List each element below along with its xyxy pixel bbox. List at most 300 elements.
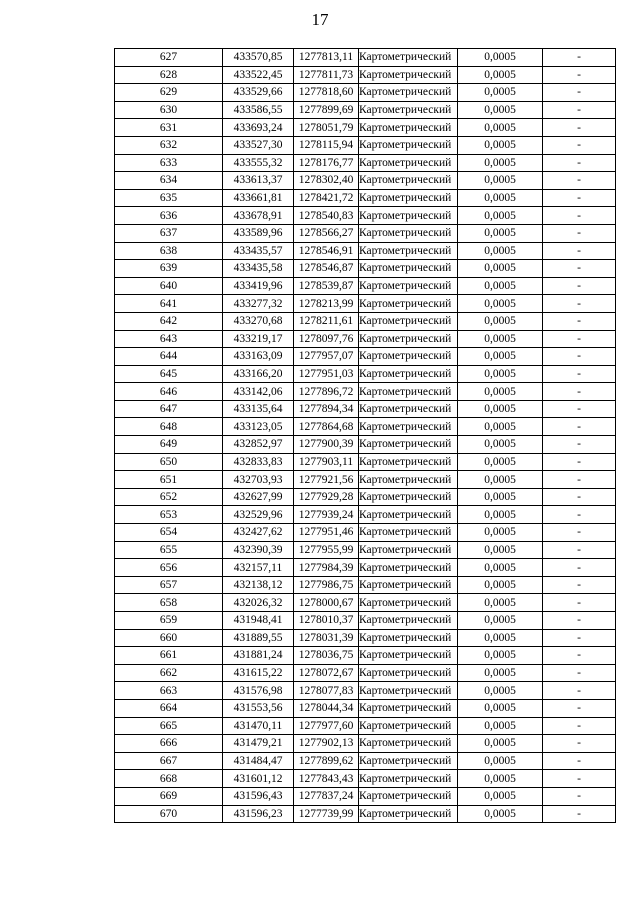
method-cell: Картометрический	[359, 436, 458, 454]
note-cell: -	[543, 330, 616, 348]
table-row	[115, 717, 616, 735]
table-row	[115, 752, 616, 770]
error-cell: 0,0005	[458, 699, 543, 717]
y-coordinate-cell: 1278010,37	[294, 612, 359, 630]
note-cell: -	[543, 242, 616, 260]
y-coordinate-cell: 1277986,75	[294, 576, 359, 594]
x-coordinate-cell: 431596,23	[223, 805, 294, 823]
table-row	[115, 629, 616, 647]
x-coordinate-cell: 433661,81	[223, 189, 294, 207]
note-cell: -	[543, 260, 616, 278]
point-number-cell: 663	[115, 682, 223, 700]
point-number-cell: 649	[115, 436, 223, 454]
x-coordinate-cell: 432157,11	[223, 559, 294, 577]
point-number-cell: 657	[115, 576, 223, 594]
point-number-cell: 645	[115, 365, 223, 383]
table-row	[115, 471, 616, 489]
x-coordinate-cell: 433555,32	[223, 154, 294, 172]
error-cell: 0,0005	[458, 348, 543, 366]
error-cell: 0,0005	[458, 787, 543, 805]
point-number-cell: 653	[115, 506, 223, 524]
coordinates-table	[114, 48, 616, 823]
error-cell: 0,0005	[458, 629, 543, 647]
point-number-cell: 648	[115, 418, 223, 436]
y-coordinate-cell: 1277899,69	[294, 101, 359, 119]
y-coordinate-cell: 1278421,72	[294, 189, 359, 207]
table-row	[115, 453, 616, 471]
y-coordinate-cell: 1278302,40	[294, 172, 359, 190]
note-cell: -	[543, 224, 616, 242]
error-cell: 0,0005	[458, 752, 543, 770]
x-coordinate-cell: 431470,11	[223, 717, 294, 735]
note-cell: -	[543, 682, 616, 700]
x-coordinate-cell: 433678,91	[223, 207, 294, 225]
error-cell: 0,0005	[458, 66, 543, 84]
x-coordinate-cell: 433693,24	[223, 119, 294, 137]
x-coordinate-cell: 432703,93	[223, 471, 294, 489]
error-cell: 0,0005	[458, 594, 543, 612]
method-cell: Картометрический	[359, 66, 458, 84]
method-cell: Картометрический	[359, 629, 458, 647]
error-cell: 0,0005	[458, 524, 543, 542]
x-coordinate-cell: 431889,55	[223, 629, 294, 647]
y-coordinate-cell: 1278115,94	[294, 136, 359, 154]
point-number-cell: 658	[115, 594, 223, 612]
table-row	[115, 787, 616, 805]
note-cell: -	[543, 418, 616, 436]
x-coordinate-cell: 431484,47	[223, 752, 294, 770]
table-row	[115, 664, 616, 682]
method-cell: Картометрический	[359, 752, 458, 770]
error-cell: 0,0005	[458, 49, 543, 67]
method-cell: Картометрический	[359, 383, 458, 401]
x-coordinate-cell: 433435,57	[223, 242, 294, 260]
note-cell: -	[543, 629, 616, 647]
error-cell: 0,0005	[458, 330, 543, 348]
table-row	[115, 418, 616, 436]
error-cell: 0,0005	[458, 647, 543, 665]
y-coordinate-cell: 1277837,24	[294, 787, 359, 805]
x-coordinate-cell: 431881,24	[223, 647, 294, 665]
point-number-cell: 651	[115, 471, 223, 489]
table-row	[115, 136, 616, 154]
y-coordinate-cell: 1278044,34	[294, 699, 359, 717]
method-cell: Картометрический	[359, 787, 458, 805]
table-row	[115, 400, 616, 418]
error-cell: 0,0005	[458, 805, 543, 823]
x-coordinate-cell: 431948,41	[223, 612, 294, 630]
note-cell: -	[543, 383, 616, 401]
point-number-cell: 662	[115, 664, 223, 682]
table-row	[115, 805, 616, 823]
error-cell: 0,0005	[458, 277, 543, 295]
note-cell: -	[543, 594, 616, 612]
method-cell: Картометрический	[359, 312, 458, 330]
x-coordinate-cell: 432833,83	[223, 453, 294, 471]
error-cell: 0,0005	[458, 682, 543, 700]
x-coordinate-cell: 433123,05	[223, 418, 294, 436]
method-cell: Картометрический	[359, 576, 458, 594]
method-cell: Картометрический	[359, 735, 458, 753]
y-coordinate-cell: 1278546,87	[294, 260, 359, 278]
x-coordinate-cell: 432427,62	[223, 524, 294, 542]
point-number-cell: 647	[115, 400, 223, 418]
point-number-cell: 641	[115, 295, 223, 313]
y-coordinate-cell: 1277864,68	[294, 418, 359, 436]
method-cell: Картометрический	[359, 559, 458, 577]
table-row	[115, 207, 616, 225]
x-coordinate-cell: 433419,96	[223, 277, 294, 295]
coordinates-table-body	[115, 49, 616, 823]
y-coordinate-cell: 1277984,39	[294, 559, 359, 577]
table-row	[115, 735, 616, 753]
x-coordinate-cell: 433529,66	[223, 84, 294, 102]
note-cell: -	[543, 295, 616, 313]
point-number-cell: 630	[115, 101, 223, 119]
note-cell: -	[543, 664, 616, 682]
error-cell: 0,0005	[458, 664, 543, 682]
note-cell: -	[543, 154, 616, 172]
error-cell: 0,0005	[458, 154, 543, 172]
x-coordinate-cell: 433522,45	[223, 66, 294, 84]
point-number-cell: 667	[115, 752, 223, 770]
method-cell: Картометрический	[359, 488, 458, 506]
error-cell: 0,0005	[458, 172, 543, 190]
page-number: 17	[311, 10, 329, 29]
x-coordinate-cell: 432627,99	[223, 488, 294, 506]
note-cell: -	[543, 506, 616, 524]
y-coordinate-cell: 1278540,83	[294, 207, 359, 225]
point-number-cell: 646	[115, 383, 223, 401]
error-cell: 0,0005	[458, 506, 543, 524]
note-cell: -	[543, 752, 616, 770]
point-number-cell: 636	[115, 207, 223, 225]
x-coordinate-cell: 433270,68	[223, 312, 294, 330]
error-cell: 0,0005	[458, 717, 543, 735]
x-coordinate-cell: 433613,37	[223, 172, 294, 190]
method-cell: Картометрический	[359, 119, 458, 137]
note-cell: -	[543, 84, 616, 102]
error-cell: 0,0005	[458, 119, 543, 137]
x-coordinate-cell: 433586,55	[223, 101, 294, 119]
x-coordinate-cell: 431601,12	[223, 770, 294, 788]
y-coordinate-cell: 1278077,83	[294, 682, 359, 700]
x-coordinate-cell: 433135,64	[223, 400, 294, 418]
table-row	[115, 541, 616, 559]
table-row	[115, 612, 616, 630]
x-coordinate-cell: 433589,96	[223, 224, 294, 242]
error-cell: 0,0005	[458, 365, 543, 383]
note-cell: -	[543, 119, 616, 137]
method-cell: Картометрический	[359, 506, 458, 524]
note-cell: -	[543, 488, 616, 506]
method-cell: Картометрический	[359, 295, 458, 313]
point-number-cell: 670	[115, 805, 223, 823]
note-cell: -	[543, 189, 616, 207]
table-row	[115, 506, 616, 524]
error-cell: 0,0005	[458, 224, 543, 242]
note-cell: -	[543, 524, 616, 542]
point-number-cell: 656	[115, 559, 223, 577]
point-number-cell: 633	[115, 154, 223, 172]
note-cell: -	[543, 348, 616, 366]
point-number-cell: 659	[115, 612, 223, 630]
y-coordinate-cell: 1277929,28	[294, 488, 359, 506]
y-coordinate-cell: 1278213,99	[294, 295, 359, 313]
y-coordinate-cell: 1277902,13	[294, 735, 359, 753]
error-cell: 0,0005	[458, 383, 543, 401]
note-cell: -	[543, 453, 616, 471]
y-coordinate-cell: 1278097,76	[294, 330, 359, 348]
x-coordinate-cell: 432026,32	[223, 594, 294, 612]
x-coordinate-cell: 433570,85	[223, 49, 294, 67]
table-row	[115, 295, 616, 313]
method-cell: Картометрический	[359, 330, 458, 348]
x-coordinate-cell: 433163,09	[223, 348, 294, 366]
note-cell: -	[543, 136, 616, 154]
error-cell: 0,0005	[458, 612, 543, 630]
error-cell: 0,0005	[458, 84, 543, 102]
y-coordinate-cell: 1278051,79	[294, 119, 359, 137]
method-cell: Картометрический	[359, 49, 458, 67]
table-row	[115, 699, 616, 717]
note-cell: -	[543, 770, 616, 788]
table-row	[115, 260, 616, 278]
table-row	[115, 559, 616, 577]
point-number-cell: 629	[115, 84, 223, 102]
method-cell: Картометрический	[359, 541, 458, 559]
method-cell: Картометрический	[359, 770, 458, 788]
y-coordinate-cell: 1277900,39	[294, 436, 359, 454]
y-coordinate-cell: 1278211,61	[294, 312, 359, 330]
method-cell: Картометрический	[359, 189, 458, 207]
method-cell: Картометрический	[359, 524, 458, 542]
point-number-cell: 650	[115, 453, 223, 471]
y-coordinate-cell: 1278036,75	[294, 647, 359, 665]
error-cell: 0,0005	[458, 576, 543, 594]
note-cell: -	[543, 101, 616, 119]
error-cell: 0,0005	[458, 418, 543, 436]
x-coordinate-cell: 432138,12	[223, 576, 294, 594]
table-row	[115, 488, 616, 506]
x-coordinate-cell: 433435,58	[223, 260, 294, 278]
table-row	[115, 383, 616, 401]
method-cell: Картометрический	[359, 277, 458, 295]
table-row	[115, 365, 616, 383]
point-number-cell: 652	[115, 488, 223, 506]
point-number-cell: 634	[115, 172, 223, 190]
note-cell: -	[543, 559, 616, 577]
note-cell: -	[543, 541, 616, 559]
method-cell: Картометрический	[359, 699, 458, 717]
point-number-cell: 637	[115, 224, 223, 242]
table-row	[115, 348, 616, 366]
note-cell: -	[543, 576, 616, 594]
point-number-cell: 643	[115, 330, 223, 348]
method-cell: Картометрический	[359, 612, 458, 630]
y-coordinate-cell: 1277896,72	[294, 383, 359, 401]
method-cell: Картометрический	[359, 207, 458, 225]
y-coordinate-cell: 1277955,99	[294, 541, 359, 559]
table-row	[115, 119, 616, 137]
x-coordinate-cell: 433142,06	[223, 383, 294, 401]
table-row	[115, 224, 616, 242]
point-number-cell: 644	[115, 348, 223, 366]
error-cell: 0,0005	[458, 471, 543, 489]
point-number-cell: 627	[115, 49, 223, 67]
table-row	[115, 312, 616, 330]
table-row	[115, 524, 616, 542]
y-coordinate-cell: 1277899,62	[294, 752, 359, 770]
error-cell: 0,0005	[458, 207, 543, 225]
note-cell: -	[543, 647, 616, 665]
note-cell: -	[543, 207, 616, 225]
point-number-cell: 638	[115, 242, 223, 260]
point-number-cell: 660	[115, 629, 223, 647]
error-cell: 0,0005	[458, 260, 543, 278]
x-coordinate-cell: 431553,56	[223, 699, 294, 717]
method-cell: Картометрический	[359, 664, 458, 682]
y-coordinate-cell: 1277894,34	[294, 400, 359, 418]
y-coordinate-cell: 1277818,60	[294, 84, 359, 102]
y-coordinate-cell: 1278000,67	[294, 594, 359, 612]
x-coordinate-cell: 432390,39	[223, 541, 294, 559]
point-number-cell: 640	[115, 277, 223, 295]
note-cell: -	[543, 436, 616, 454]
note-cell: -	[543, 66, 616, 84]
error-cell: 0,0005	[458, 453, 543, 471]
note-cell: -	[543, 735, 616, 753]
table-row	[115, 647, 616, 665]
point-number-cell: 631	[115, 119, 223, 137]
table-row	[115, 49, 616, 67]
point-number-cell: 661	[115, 647, 223, 665]
method-cell: Картометрический	[359, 647, 458, 665]
method-cell: Картометрический	[359, 418, 458, 436]
point-number-cell: 669	[115, 787, 223, 805]
x-coordinate-cell: 433219,17	[223, 330, 294, 348]
note-cell: -	[543, 365, 616, 383]
point-number-cell: 668	[115, 770, 223, 788]
table-row	[115, 154, 616, 172]
error-cell: 0,0005	[458, 400, 543, 418]
x-coordinate-cell: 433166,20	[223, 365, 294, 383]
note-cell: -	[543, 612, 616, 630]
error-cell: 0,0005	[458, 735, 543, 753]
x-coordinate-cell: 431615,22	[223, 664, 294, 682]
note-cell: -	[543, 312, 616, 330]
method-cell: Картометрический	[359, 453, 458, 471]
method-cell: Картометрический	[359, 717, 458, 735]
error-cell: 0,0005	[458, 189, 543, 207]
table-row	[115, 576, 616, 594]
x-coordinate-cell: 432852,97	[223, 436, 294, 454]
y-coordinate-cell: 1278566,27	[294, 224, 359, 242]
y-coordinate-cell: 1278176,77	[294, 154, 359, 172]
table-row	[115, 101, 616, 119]
point-number-cell: 664	[115, 699, 223, 717]
error-cell: 0,0005	[458, 488, 543, 506]
method-cell: Картометрический	[359, 594, 458, 612]
y-coordinate-cell: 1277813,11	[294, 49, 359, 67]
point-number-cell: 632	[115, 136, 223, 154]
method-cell: Картометрический	[359, 136, 458, 154]
note-cell: -	[543, 717, 616, 735]
point-number-cell: 654	[115, 524, 223, 542]
note-cell: -	[543, 172, 616, 190]
point-number-cell: 666	[115, 735, 223, 753]
method-cell: Картометрический	[359, 682, 458, 700]
note-cell: -	[543, 277, 616, 295]
y-coordinate-cell: 1278539,87	[294, 277, 359, 295]
point-number-cell: 665	[115, 717, 223, 735]
note-cell: -	[543, 471, 616, 489]
x-coordinate-cell: 433527,30	[223, 136, 294, 154]
y-coordinate-cell: 1277811,73	[294, 66, 359, 84]
error-cell: 0,0005	[458, 559, 543, 577]
note-cell: -	[543, 400, 616, 418]
error-cell: 0,0005	[458, 541, 543, 559]
error-cell: 0,0005	[458, 312, 543, 330]
method-cell: Картометрический	[359, 348, 458, 366]
method-cell: Картометрический	[359, 400, 458, 418]
y-coordinate-cell: 1277951,03	[294, 365, 359, 383]
table-row	[115, 682, 616, 700]
y-coordinate-cell: 1277843,43	[294, 770, 359, 788]
table-row	[115, 594, 616, 612]
y-coordinate-cell: 1278031,39	[294, 629, 359, 647]
y-coordinate-cell: 1277903,11	[294, 453, 359, 471]
note-cell: -	[543, 699, 616, 717]
x-coordinate-cell: 432529,96	[223, 506, 294, 524]
table-row	[115, 189, 616, 207]
y-coordinate-cell: 1278546,91	[294, 242, 359, 260]
error-cell: 0,0005	[458, 436, 543, 454]
table-row	[115, 84, 616, 102]
method-cell: Картометрический	[359, 84, 458, 102]
note-cell: -	[543, 49, 616, 67]
y-coordinate-cell: 1277921,56	[294, 471, 359, 489]
note-cell: -	[543, 787, 616, 805]
y-coordinate-cell: 1277939,24	[294, 506, 359, 524]
y-coordinate-cell: 1277951,46	[294, 524, 359, 542]
error-cell: 0,0005	[458, 136, 543, 154]
method-cell: Картометрический	[359, 154, 458, 172]
method-cell: Картометрический	[359, 242, 458, 260]
x-coordinate-cell: 433277,32	[223, 295, 294, 313]
x-coordinate-cell: 431576,98	[223, 682, 294, 700]
point-number-cell: 628	[115, 66, 223, 84]
table-row	[115, 66, 616, 84]
table-row	[115, 436, 616, 454]
method-cell: Картометрический	[359, 101, 458, 119]
note-cell: -	[543, 805, 616, 823]
method-cell: Картометрический	[359, 471, 458, 489]
method-cell: Картометрический	[359, 260, 458, 278]
point-number-cell: 642	[115, 312, 223, 330]
y-coordinate-cell: 1277977,60	[294, 717, 359, 735]
method-cell: Картометрический	[359, 172, 458, 190]
x-coordinate-cell: 431479,21	[223, 735, 294, 753]
point-number-cell: 655	[115, 541, 223, 559]
point-number-cell: 639	[115, 260, 223, 278]
table-row	[115, 172, 616, 190]
x-coordinate-cell: 431596,43	[223, 787, 294, 805]
y-coordinate-cell: 1277739,99	[294, 805, 359, 823]
y-coordinate-cell: 1277957,07	[294, 348, 359, 366]
table-row	[115, 330, 616, 348]
error-cell: 0,0005	[458, 101, 543, 119]
